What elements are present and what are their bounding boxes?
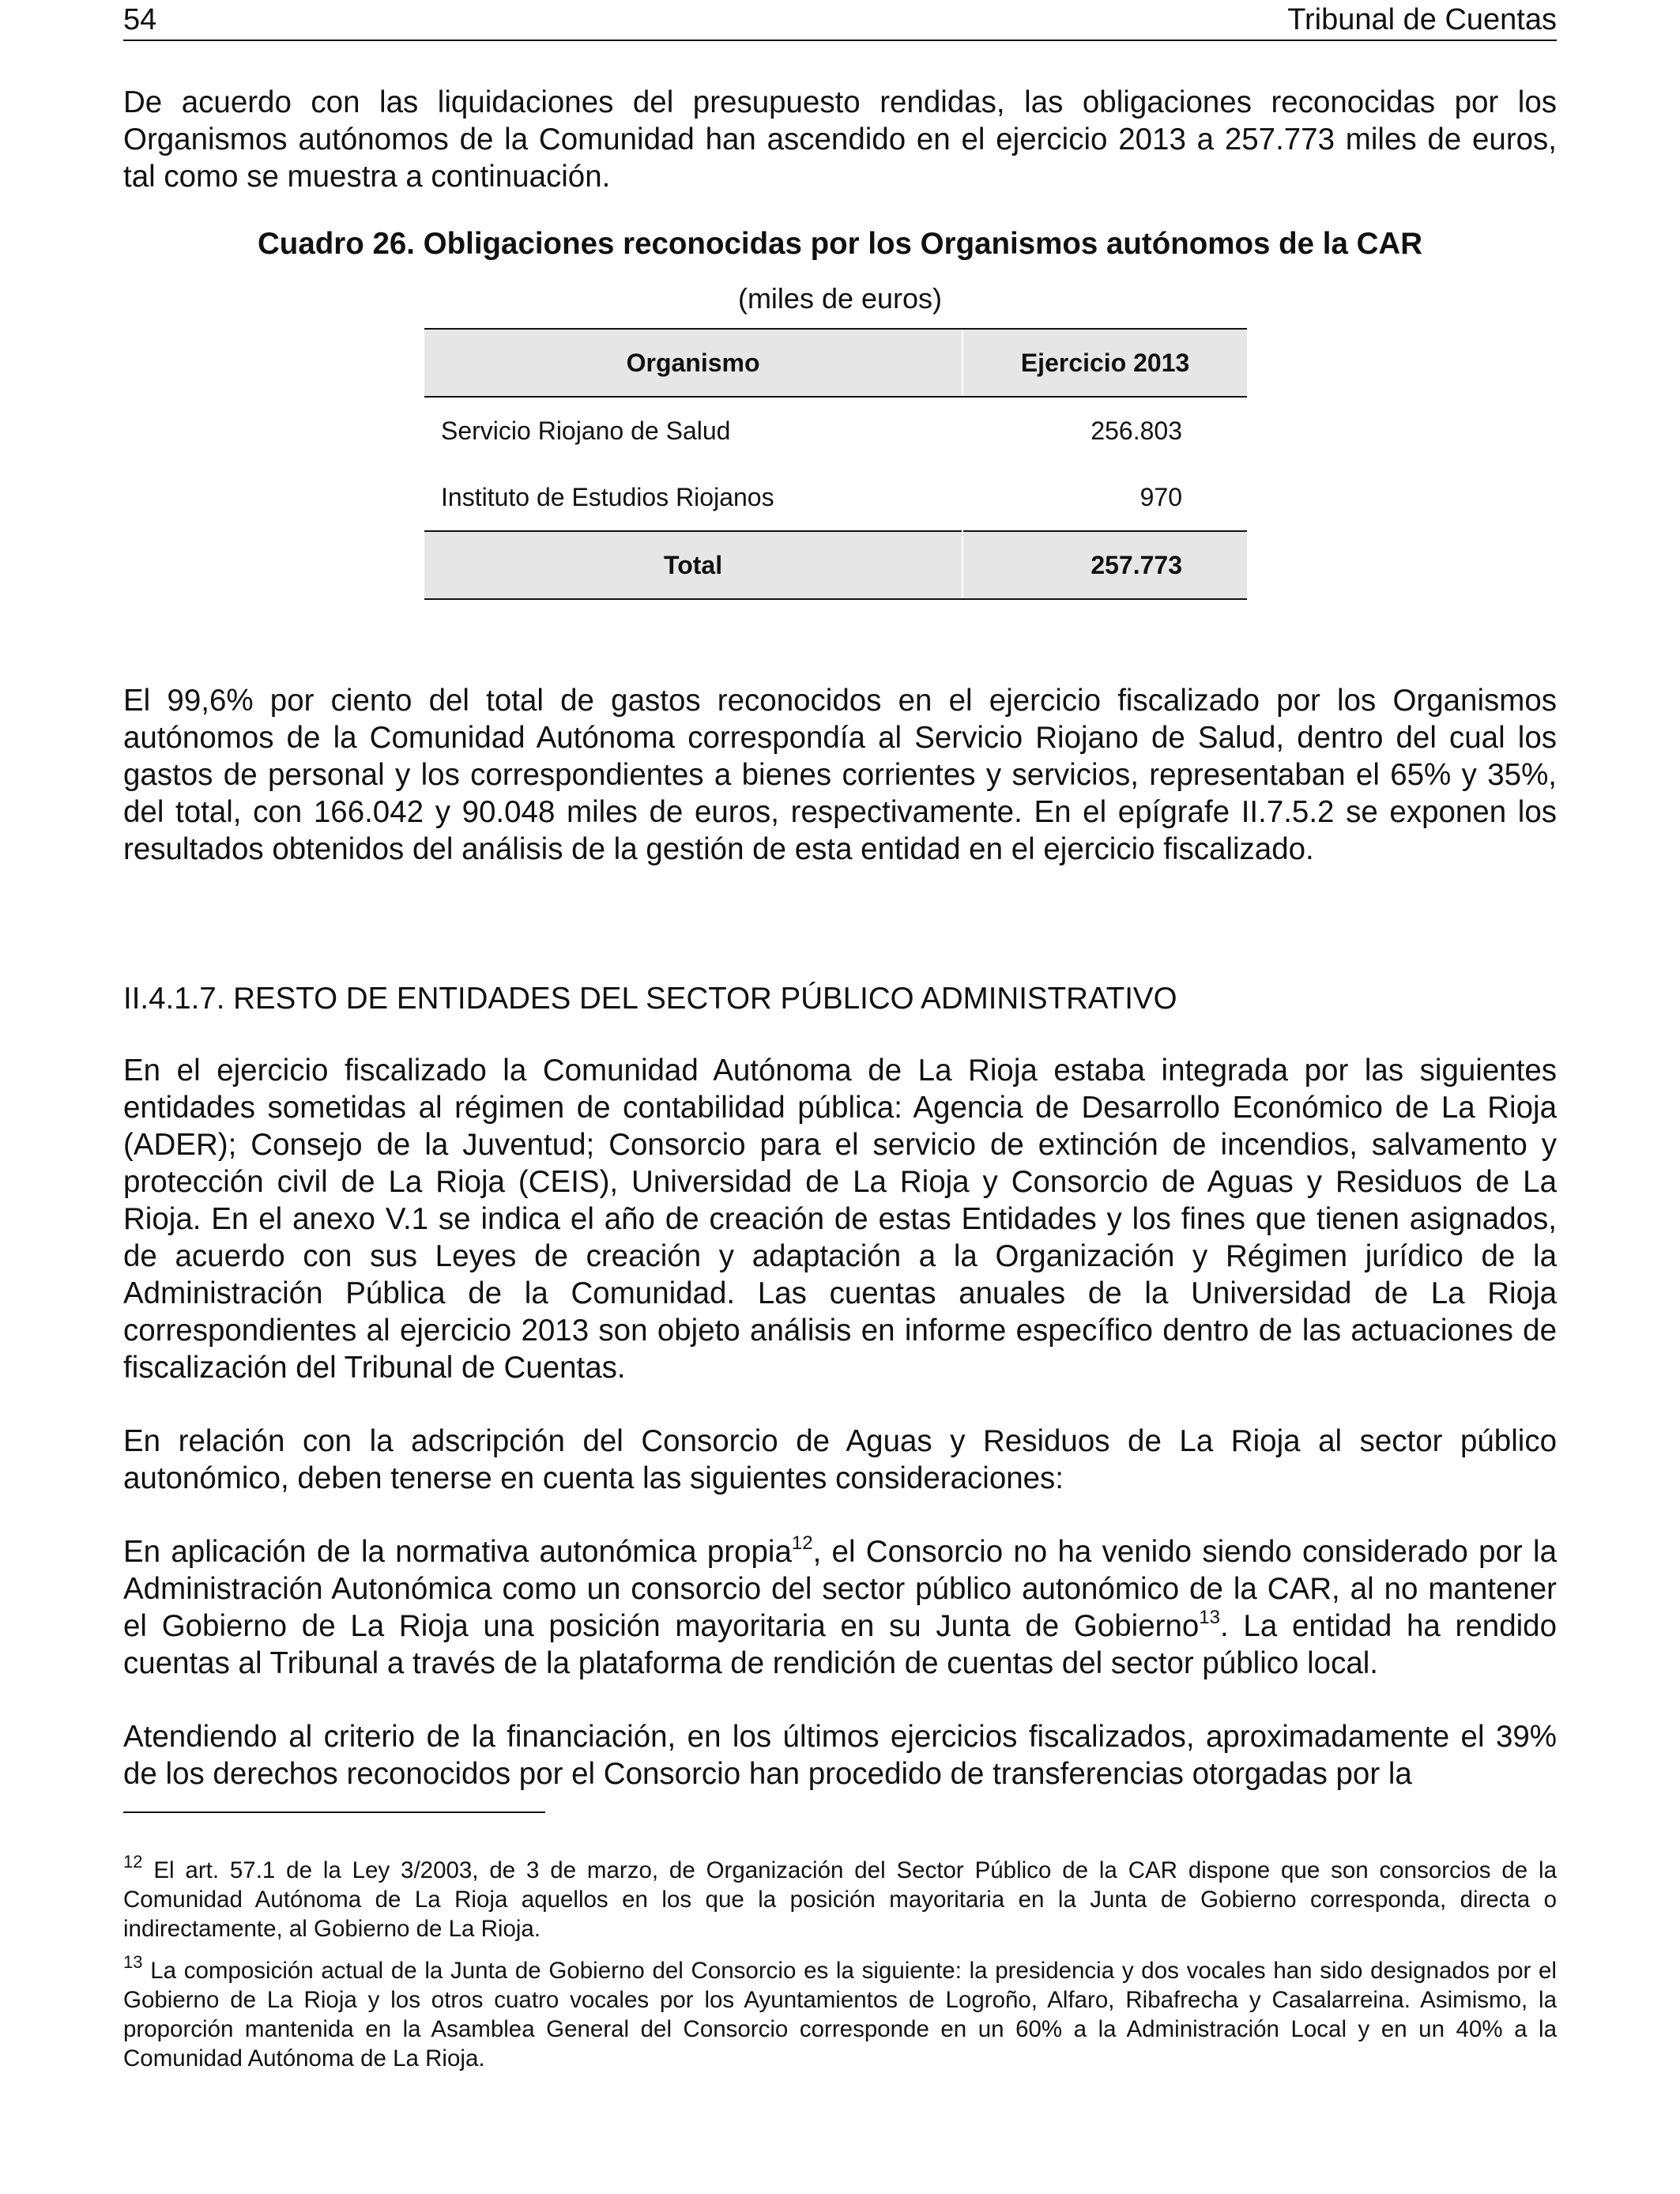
section-paragraph-4: Atendiendo al criterio de la financiación, en los últimos ejercicios fiscalizados, aproximadamente el 39% de los derechos reconocidos por el Consorcio han procedido de transferencias otorgadas por la bbox=[123, 1720, 1557, 1791]
table-row bbox=[424, 397, 1247, 464]
section-paragraph-3 bbox=[123, 1533, 1557, 1682]
intro-paragraph: De acuerdo con las liquidaciones del presupuesto rendidas, las obligaciones reconocidas por los Organismos autónomos de la Comunidad han ascendido en el ejercicio 2013 a 257.773 miles de euros, tal como se muestra a continuación. bbox=[123, 85, 1557, 194]
paragraph-text: En aplicación de la normativa autonómica propia bbox=[123, 1535, 792, 1569]
section-paragraph-2: En relación con la adscripción del Consorcio de Aguas y Residuos de La Rioja al sector público autonómico, deben tenerse en cuenta las siguientes consideraciones: bbox=[123, 1424, 1557, 1495]
table-total-row bbox=[424, 531, 1247, 599]
paragraph-text: , el Consorcio no ha venido siendo considerado por la Administración Autonómica como un consorcio del sector público autonómico de la CAR, al no mantener el Gobierno de La Rioja una posición mayoritaria en su Junta de Gobierno bbox=[123, 1535, 1557, 1643]
table-row bbox=[424, 464, 1247, 531]
organismo-name: Servicio Riojano de Salud bbox=[441, 416, 731, 445]
footnote-text: El art. 57.1 de la Ley 3/2003, de 3 de marzo, de Organización del Sector Público de la CAR dispone que son consorcios de la Comunidad Autónoma de La Rioja aquellos en los que la posición mayoritaria en la Junta de Gobierno corresponda, directa o indirectamente, al Gobierno de La Rioja. bbox=[123, 1857, 1557, 1942]
table-caption: Cuadro 26. Obligaciones reconocidas por los Organismos autónomos de la CAR bbox=[258, 227, 1422, 261]
organismo-value: 256.803 bbox=[962, 397, 1247, 464]
organismo-value: 970 bbox=[962, 464, 1247, 531]
footnote-separator bbox=[123, 1811, 545, 1813]
paragraph-after-table: El 99,6% por ciento del total de gastos reconocidos en el ejercicio fiscalizado por los Organismos autónomos de la Comunidad Autónoma correspondía al Servicio Riojano de Salud, dentro del cual los gastos de personal y los correspondientes a bienes corrientes y servicios, representaban el 65% y 35%, del total, con 166.042 y 90.048 miles de euros, respectivamente. En el epígrafe II.7.5.2 se exponen los resultados obtenidos del análisis de la gestión de esta entidad en el ejercicio fiscalizado. bbox=[123, 684, 1557, 866]
main-body bbox=[123, 84, 1557, 1793]
footnote-text: La composición actual de la Junta de Gobierno del Consorcio es la siguiente: la presidencia y dos vocales han sido designados por el Gobierno de La Rioja y los otros cuatro vocales por los Ayuntamientos de Logroño, Alfaro, Ribafrecha y Casalarreina. Asimismo, la proporción mantenida en la Asamblea General del Consorcio corresponde en un 60% a la Administración Local y en un 40% a la Comunidad Autónoma de La Rioja. bbox=[123, 1958, 1557, 2071]
running-header bbox=[123, 0, 1557, 41]
paragraph-text: . La entidad ha rendido cuentas al Tribunal a través de la plataforma de rendición de cuentas del sector público local. bbox=[123, 1609, 1557, 1680]
footnote-ref-13[interactable]: 13 bbox=[1199, 1607, 1220, 1629]
page-number: 54 bbox=[123, 3, 157, 36]
total-value: 257.773 bbox=[962, 531, 1247, 599]
organismo-name: Instituto de Estudios Riojanos bbox=[441, 482, 774, 511]
section-heading: II.4.1.7. RESTO DE ENTIDADES DEL SECTOR PÚBLICO ADMINISTRATIVO bbox=[123, 982, 1177, 1016]
footnote-13 bbox=[123, 1952, 1557, 2073]
header-title: Tribunal de Cuentas bbox=[1287, 3, 1557, 36]
footnote-12 bbox=[123, 1852, 1557, 1943]
table-units: (miles de euros) bbox=[737, 282, 943, 315]
section-paragraph-1: En el ejercicio fiscalizado la Comunidad Autónoma de La Rioja estaba integrada por las siguientes entidades sometidas al régimen de contabilidad pública: Agencia de Desarrollo Económico de La Rioja (ADER); Consejo de la Juventud; Consorcio para el servicio de extinción de incendios, salvamento y protección civil de La Rioja (CEIS), Universidad de La Rioja y Consorcio de Aguas y Residuos de La Rioja. En el anexo V.1 se indica el año de creación de estas Entidades y los fines que tienen asignados, de acuerdo con sus Leyes de creación y adaptación a la Organización y Régimen jurídico de la Administración Pública de la Comunidad. Las cuentas anuales de la Universidad de La Rioja correspondientes al ejercicio 2013 son objeto análisis en informe específico dentro de las actuaciones de fiscalización del Tribunal de Cuentas. bbox=[123, 1054, 1557, 1385]
footnotes bbox=[123, 1852, 1557, 2073]
column-header-ejercicio: Ejercicio 2013 bbox=[962, 329, 1247, 397]
total-label: Total bbox=[424, 531, 962, 599]
footnote-number: 13 bbox=[123, 1952, 143, 1973]
footnote-number: 12 bbox=[123, 1852, 143, 1872]
obligations-table bbox=[424, 328, 1247, 600]
footnote-ref-12[interactable]: 12 bbox=[791, 1532, 813, 1555]
column-header-organismo: Organismo bbox=[424, 329, 962, 397]
table-header-row bbox=[424, 329, 1247, 397]
